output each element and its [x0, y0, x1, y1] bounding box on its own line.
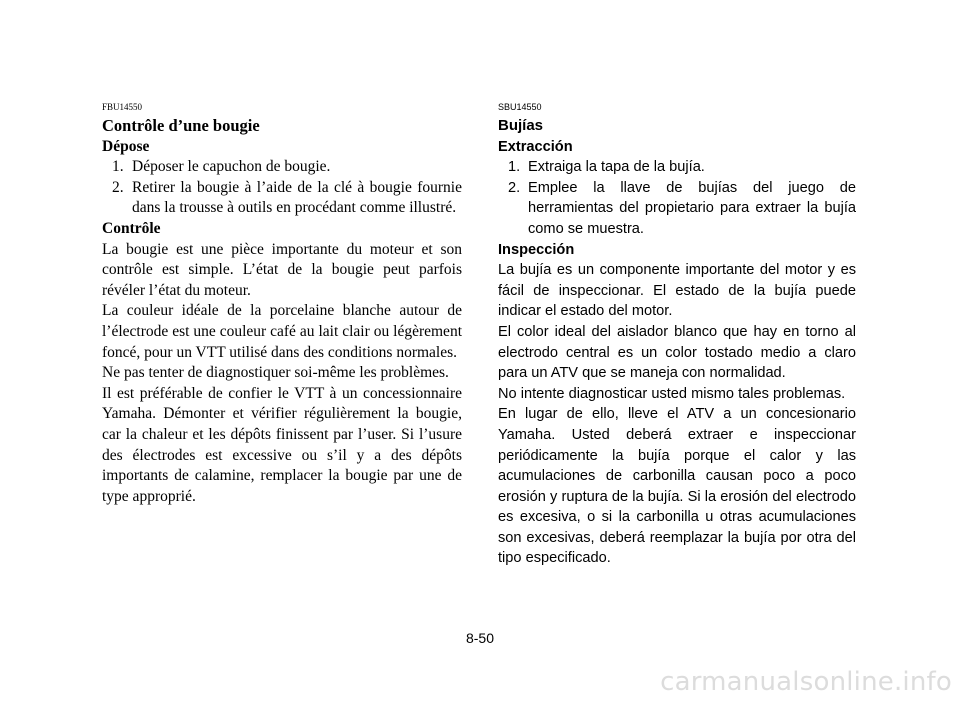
removal-heading: Dépose	[102, 137, 150, 155]
list-item	[102, 178, 462, 219]
inspection-heading: Inspección	[498, 241, 575, 258]
spanish-column	[498, 100, 856, 569]
paragraph: La bujía es un componente importante del motor y es fácil de inspeccionar. El estado de la bujía puede indicar el estado del motor.	[498, 262, 856, 320]
list-item	[498, 178, 856, 240]
removal-steps	[102, 157, 462, 219]
list-item	[498, 157, 856, 178]
paragraph: El color ideal del aislador blanco que hay en torno al electrodo central es un color tostado medio a claro para un ATV que se maneja con normalidad.	[498, 323, 856, 382]
paragraph: No intente diagnosticar usted mismo tales problemas.	[498, 385, 846, 402]
paragraph: Il est préférable de confier le VTT à un concessionnaire Yamaha. Démonter et vérifier régulièrement la bougie, car la chaleur et les dépôts finissent par l’user. Si l’usure des électrodes est excessive ou s’il y a des dépôts importants de calamine, remplacer la bougie par une de type approprié.	[102, 384, 462, 505]
page-number: 8-50	[465, 630, 495, 646]
step-number: 2.	[508, 179, 521, 196]
step-number: 2.	[112, 178, 124, 196]
list-item	[102, 157, 462, 178]
paragraph: En lugar de ello, lleve el ATV a un concesionario Yamaha. Usted deberá extraer e inspeccionar periódicamente la bujía porque el calor y las acumulaciones de carbonilla causan poco a poco erosión y ruptura de la bujía. Si la erosión del electrodo es excesiva, o si la carbonilla u otras acumulaciones son excesivas, deberá reemplazar la bujía por otra del tipo especificado.	[498, 406, 856, 567]
watermark: carmanualsonline.info	[660, 667, 952, 697]
step-text: Extraiga la tapa de la bujía.	[528, 159, 705, 176]
removal-steps	[498, 157, 856, 239]
step-text: Déposer le capuchon de bougie.	[132, 158, 331, 176]
step-number: 1.	[112, 158, 124, 176]
paragraph: La bougie est une pièce importante du moteur et son contrôle est simple. L’état de la bougie peut parfois révéler l’état du moteur.	[102, 240, 462, 299]
section-code: SBU14550	[498, 102, 542, 112]
step-text: Retirer la bougie à l’aide de la clé à bougie fournie dans la trousse à outils en procédant comme illustré.	[132, 178, 462, 217]
paragraph: La couleur idéale de la porcelaine blanche autour de l’électrode est une couleur café au lait clair ou légèrement foncé, pour un VTT utilisé dans des conditions normales.	[102, 302, 462, 361]
paragraph: Ne pas tenter de diagnostiquer soi-même les problèmes.	[102, 364, 449, 382]
section-code: FBU14550	[102, 102, 143, 112]
removal-heading: Extracción	[498, 138, 573, 155]
inspection-heading: Contrôle	[102, 219, 161, 237]
french-column	[102, 100, 462, 507]
step-text: Emplee la llave de bujías del juego de herramientas del propietario para extraer la bujía como se muestra.	[528, 179, 856, 237]
section-title: Bujías	[498, 117, 544, 134]
step-number: 1.	[508, 159, 521, 176]
section-title: Contrôle d’une bougie	[102, 116, 260, 135]
